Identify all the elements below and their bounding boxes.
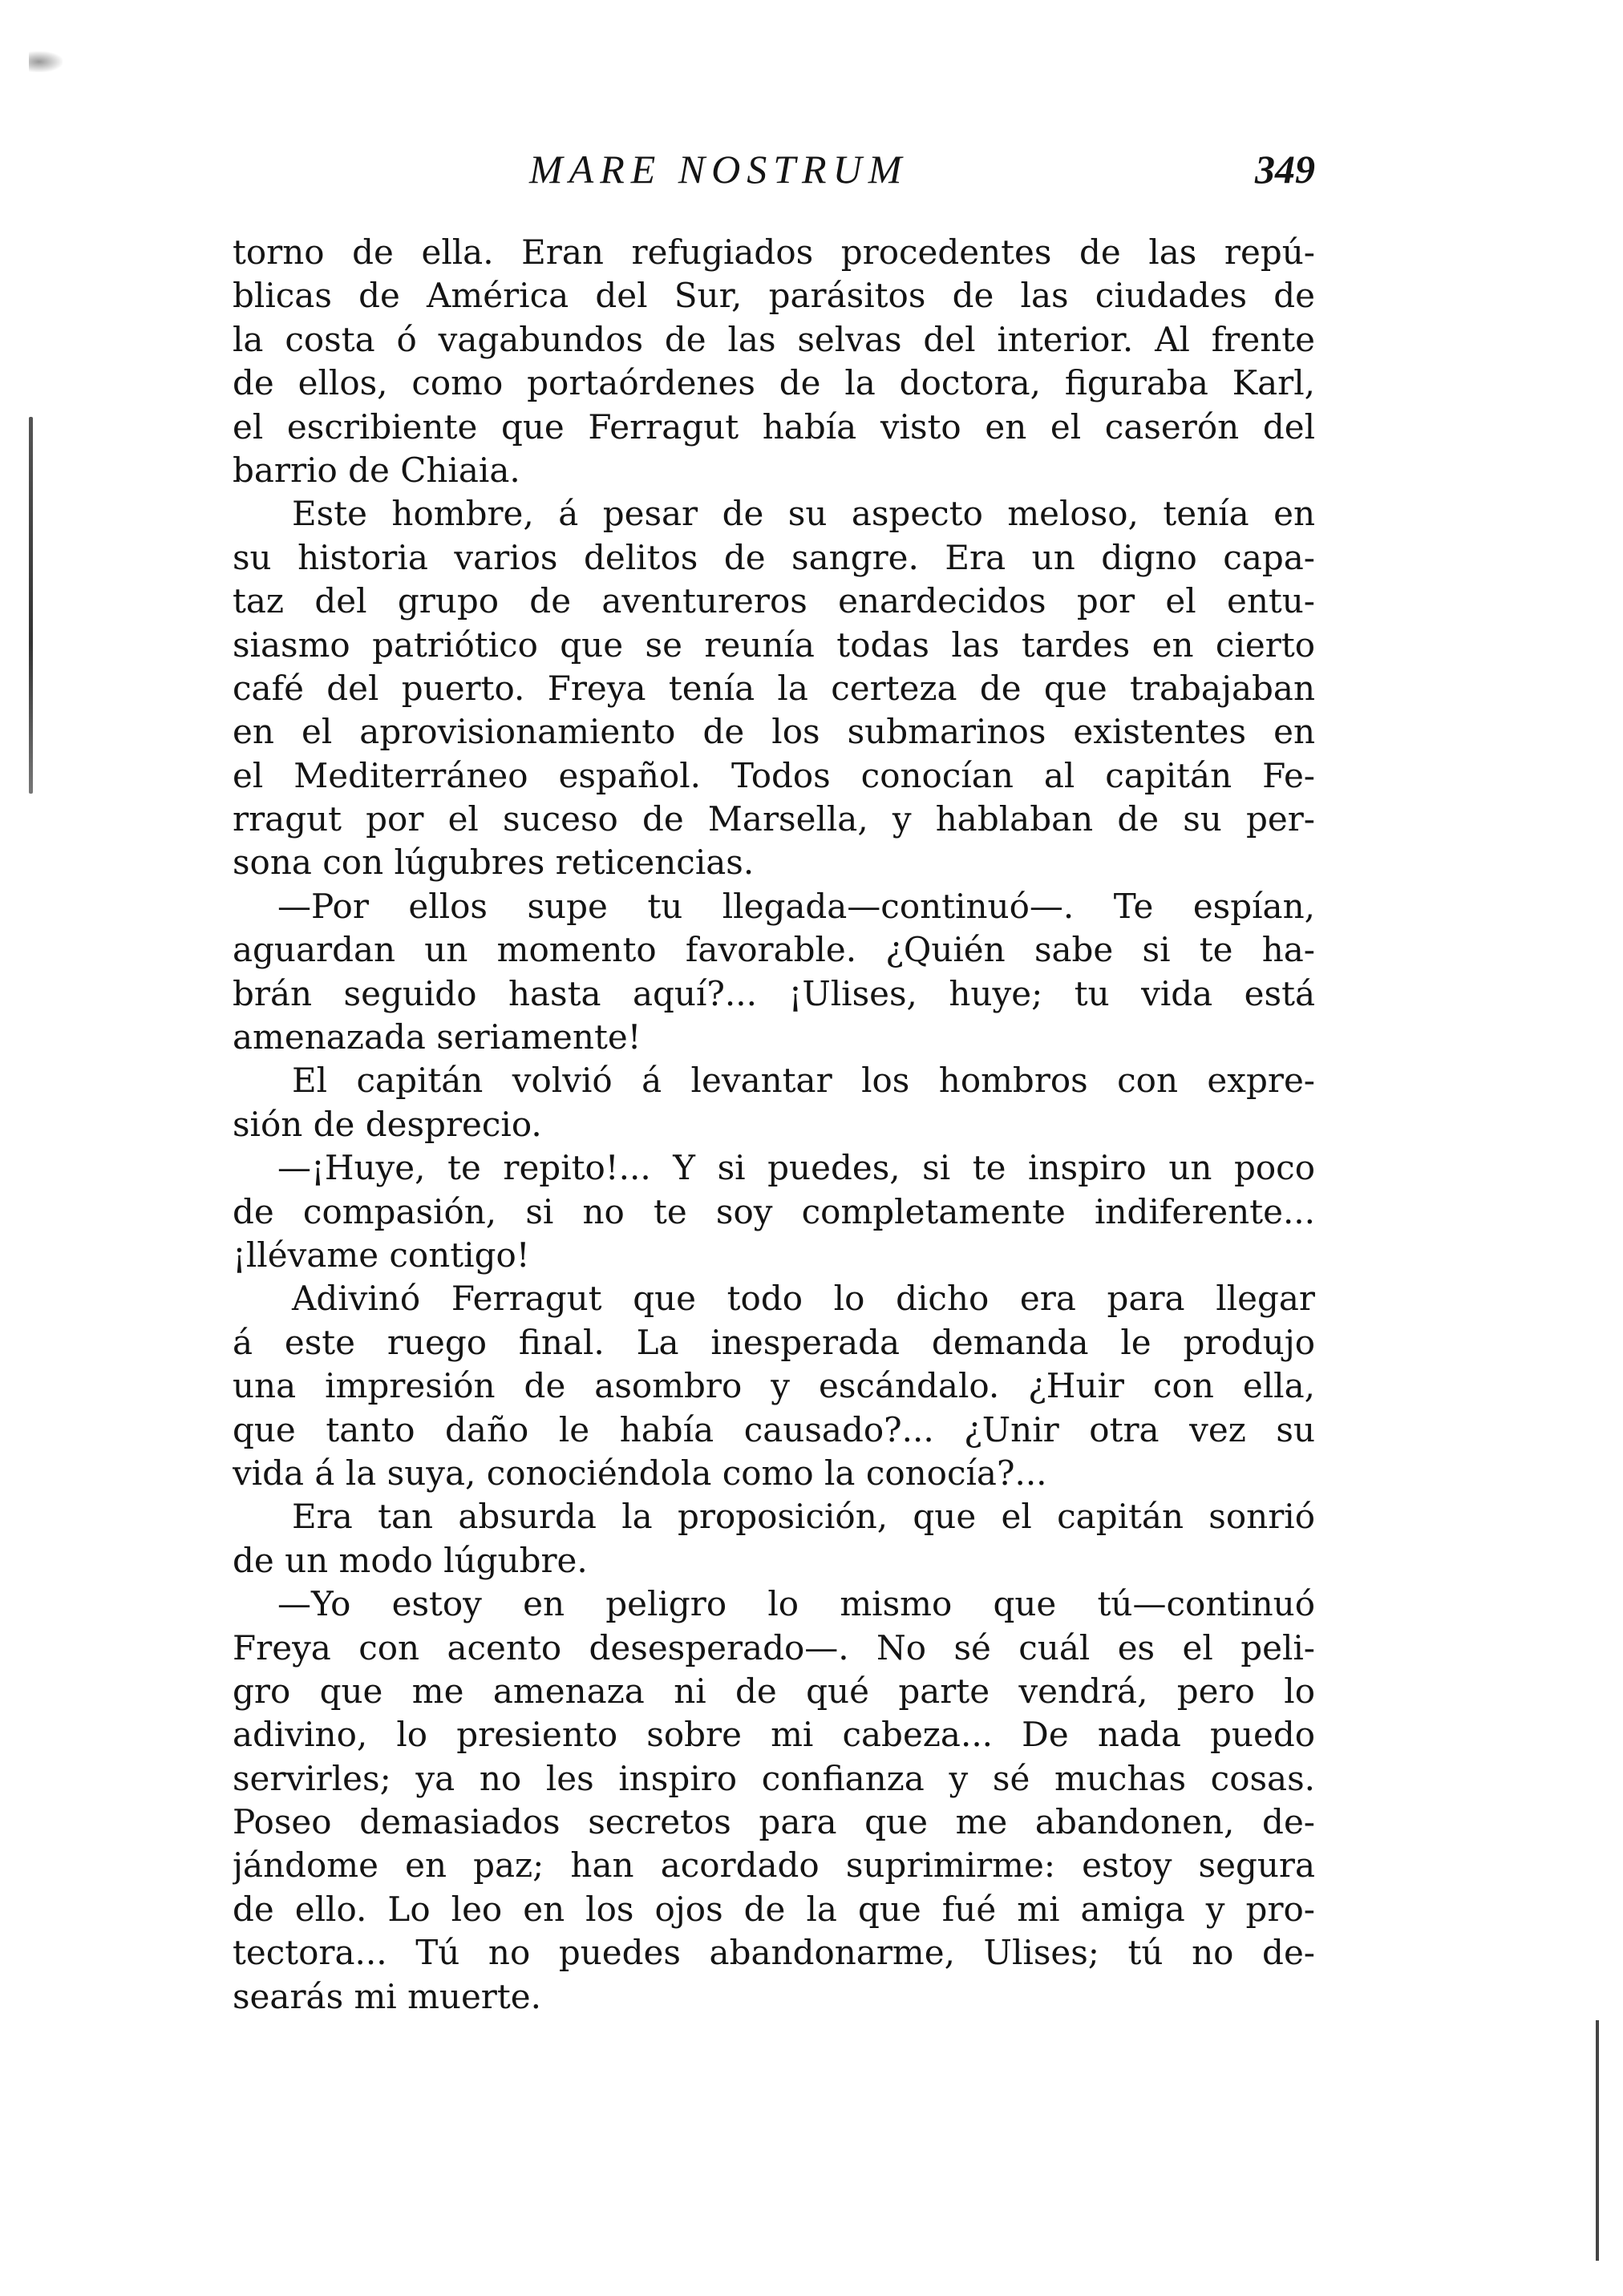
text-line: café del puerto. Freya tenía la certeza de que trabajaban: [233, 668, 1315, 708]
text-line: blicas de América del Sur, parásitos de las ciudades de: [233, 276, 1315, 316]
text-line: rragut por el suceso de Marsella, y hablaban de su per-: [233, 799, 1315, 839]
text-line: barrio de Chiaia.: [233, 450, 520, 490]
page-number: 349: [1255, 147, 1315, 192]
text-line: Era tan absurda la proposición, que el capitán sonrió: [292, 1497, 1315, 1537]
running-title: MARE NOSTRUM: [529, 147, 909, 192]
scan-smudge: [29, 51, 63, 72]
text-line: taz del grupo de aventureros enardecidos por el entu-: [233, 581, 1315, 621]
text-line: amenazada seriamente!: [233, 1017, 642, 1057]
text-line: —¡Huye, te repito!... Y si puedes, si te inspiro un poco: [277, 1148, 1315, 1188]
text-line: vida á la suya, conociéndola como la conocía?...: [233, 1453, 1047, 1493]
text-line: el Mediterráneo español. Todos conocían al capitán Fe-: [233, 755, 1315, 795]
text-line: Poseo demasiados secretos para que me abandonen, de-: [233, 1802, 1315, 1842]
text-line: gro que me amenaza ni de qué parte vendrá, pero lo: [233, 1671, 1315, 1711]
text-line: torno de ella. Eran refugiados procedentes de las repú-: [233, 232, 1315, 272]
text-line: de ellos, como portaórdenes de la doctora, figuraba Karl,: [233, 363, 1315, 403]
text-line: adivino, lo presiento sobre mi cabeza... De nada puedo: [233, 1715, 1315, 1755]
text-line: siasmo patriótico que se reunía todas las tardes en cierto: [233, 625, 1315, 665]
text-line: —Por ellos supe tu llegada—continuó—. Te espían,: [277, 886, 1315, 926]
text-line: tectora... Tú no puedes abandonarme, Ulises; tú no de-: [233, 1933, 1315, 1973]
text-line: una impresión de asombro y escándalo. ¿Huir con ella,: [233, 1366, 1315, 1406]
text-line: en el aprovisionamiento de los submarinos existentes en: [233, 712, 1315, 752]
text-line: Freya con acento desesperado—. No sé cuál es el peli-: [233, 1627, 1315, 1667]
text-line: que tanto daño le había causado?... ¿Unir otra vez su: [233, 1409, 1315, 1449]
body-text: [233, 231, 1315, 2019]
scan-edge-line: [1596, 2020, 1599, 2261]
text-line: su historia varios delitos de sangre. Era un digno capa-: [233, 537, 1315, 577]
text-line: sión de desprecio.: [233, 1104, 542, 1144]
text-line: Adivinó Ferragut que todo lo dicho era para llegar: [292, 1279, 1315, 1319]
text-line: ¡llévame contigo!: [233, 1235, 530, 1275]
text-line: de compasión, si no te soy completamente indiferente...: [233, 1191, 1315, 1231]
text-line: aguardan un momento favorable. ¿Quién sabe si te ha-: [233, 930, 1315, 970]
scan-binding-shadow: [29, 417, 33, 794]
text-line: sona con lúgubres reticencias.: [233, 843, 755, 883]
text-line: de un modo lúgubre.: [233, 1540, 588, 1580]
text-line: Este hombre, á pesar de su aspecto meloso, tenía en: [292, 494, 1315, 534]
text-line: El capitán volvió á levantar los hombros con expre-: [292, 1061, 1315, 1101]
text-line: el escribiente que Ferragut había visto en el caserón del: [233, 406, 1315, 447]
text-line: searás mi muerte.: [233, 1976, 541, 2016]
running-header: [233, 141, 1315, 205]
text-line: —Yo estoy en peligro lo mismo que tú—continuó: [277, 1584, 1315, 1624]
text-line: servirles; ya no les inspiro confianza y sé muchas cosas.: [233, 1758, 1315, 1798]
text-line: brán seguido hasta aquí?... ¡Ulises, huye; tu vida está: [233, 973, 1315, 1013]
text-line: jándome en paz; han acordado suprimirme: estoy segura: [233, 1845, 1315, 1886]
text-line: á este ruego final. La inesperada demanda le produjo: [233, 1322, 1315, 1362]
text-line: de ello. Lo leo en los ojos de la que fué mi amiga y pro-: [233, 1889, 1315, 1929]
text-line: la costa ó vagabundos de las selvas del interior. Al frente: [233, 319, 1315, 359]
